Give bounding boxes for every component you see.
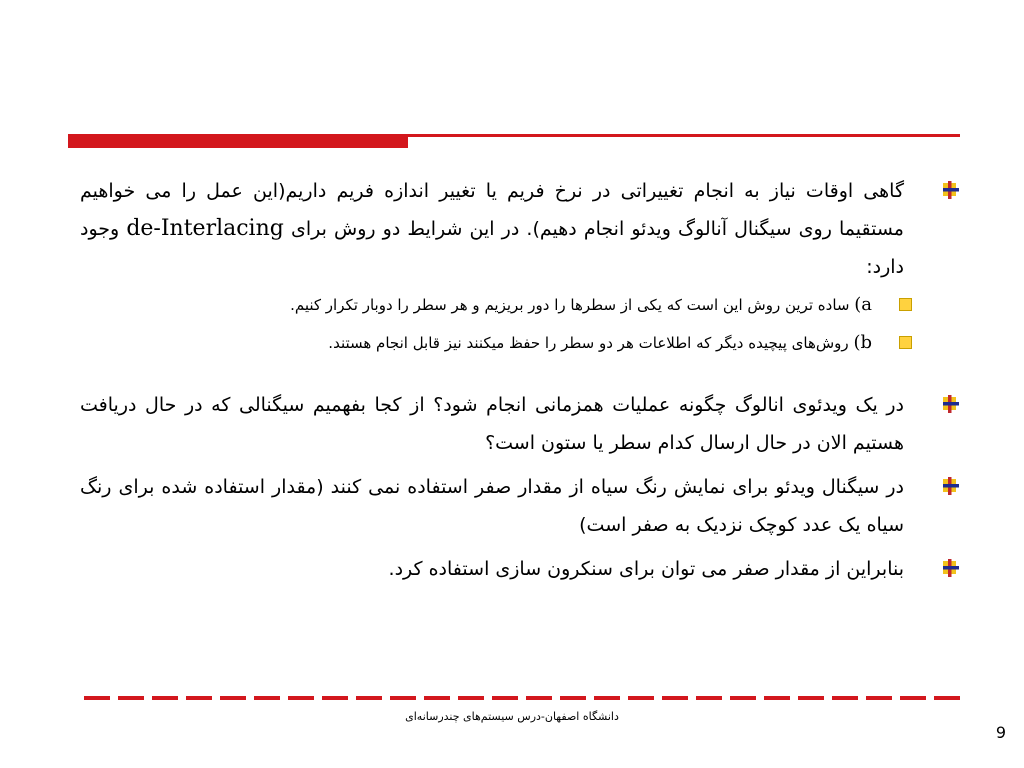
sub-bullet-item-b: [80, 324, 960, 362]
yellow-square-bullet-icon: [899, 298, 912, 311]
bullet-text: گاهی اوقات نیاز به انجام تغییراتی در نرخ فریم یا تغییر اندازه فریم داریم(این عمل را می خواهیم مستقیما روی سیگنال آنالوگ ویدئو انجام دهیم). در این شرایط دو روش برای: [80, 180, 904, 240]
bullet-text: در یک ویدئوی انالوگ چگونه عملیات همزمانی انجام شود؟ از کجا بفهمیم سیگنالی که در حال دریافت هستیم الان در حال ارسال کدام سطر یا ستون است؟: [80, 394, 904, 454]
spacer: [80, 362, 960, 386]
bullet-latin-term: de-Interlacing: [126, 216, 284, 241]
yellow-square-bullet-icon: [899, 336, 912, 349]
plus-square-bullet-icon: [940, 180, 960, 200]
title-separator-rule: [68, 134, 960, 148]
separator-thick-bar: [68, 134, 408, 148]
bullet-item-deinterlacing: [80, 172, 960, 286]
footer-dashed-rule: [84, 696, 960, 700]
bullet-item-zero-sync: [80, 550, 960, 588]
bullet-text: بنابراین از مقدار صفر می توان برای سنکرون سازی استفاده کرد.: [388, 558, 904, 580]
sub-bullet-letter: b): [853, 332, 872, 353]
bullet-item-black-level: [80, 468, 960, 544]
sub-bullet-item-a: [80, 286, 960, 324]
bullet-item-sync-question: [80, 386, 960, 462]
sub-bullet-text: روش‌های پیچیده دیگر که اطلاعات هر دو سطر را حفظ میکنند نیز قابل انجام هستند.: [328, 334, 854, 352]
bullet-text: در سیگنال ویدئو برای نمایش رنگ سیاه از مقدار صفر استفاده نمی کنند (مقدار استفاده شده برای رنگ سیاه یک عدد کوچک نزدیک به صفر است): [80, 476, 904, 536]
plus-square-bullet-icon: [940, 558, 960, 578]
sub-bullet-letter: a): [854, 294, 872, 315]
bullet-text-tail: وجود دارد:: [80, 218, 904, 278]
sub-bullet-text: ساده ترین روش این است که یکی از سطرها را دور بریزیم و هر سطر را دوبار تکرار کنیم.: [290, 296, 855, 314]
slide-body: [80, 172, 960, 588]
page-number: 9: [995, 723, 1006, 742]
plus-square-bullet-icon: [940, 476, 960, 496]
footer-text: دانشگاه اصفهان-درس سیستم‌های چندرسانه‌ای: [405, 710, 619, 723]
plus-square-bullet-icon: [940, 394, 960, 414]
